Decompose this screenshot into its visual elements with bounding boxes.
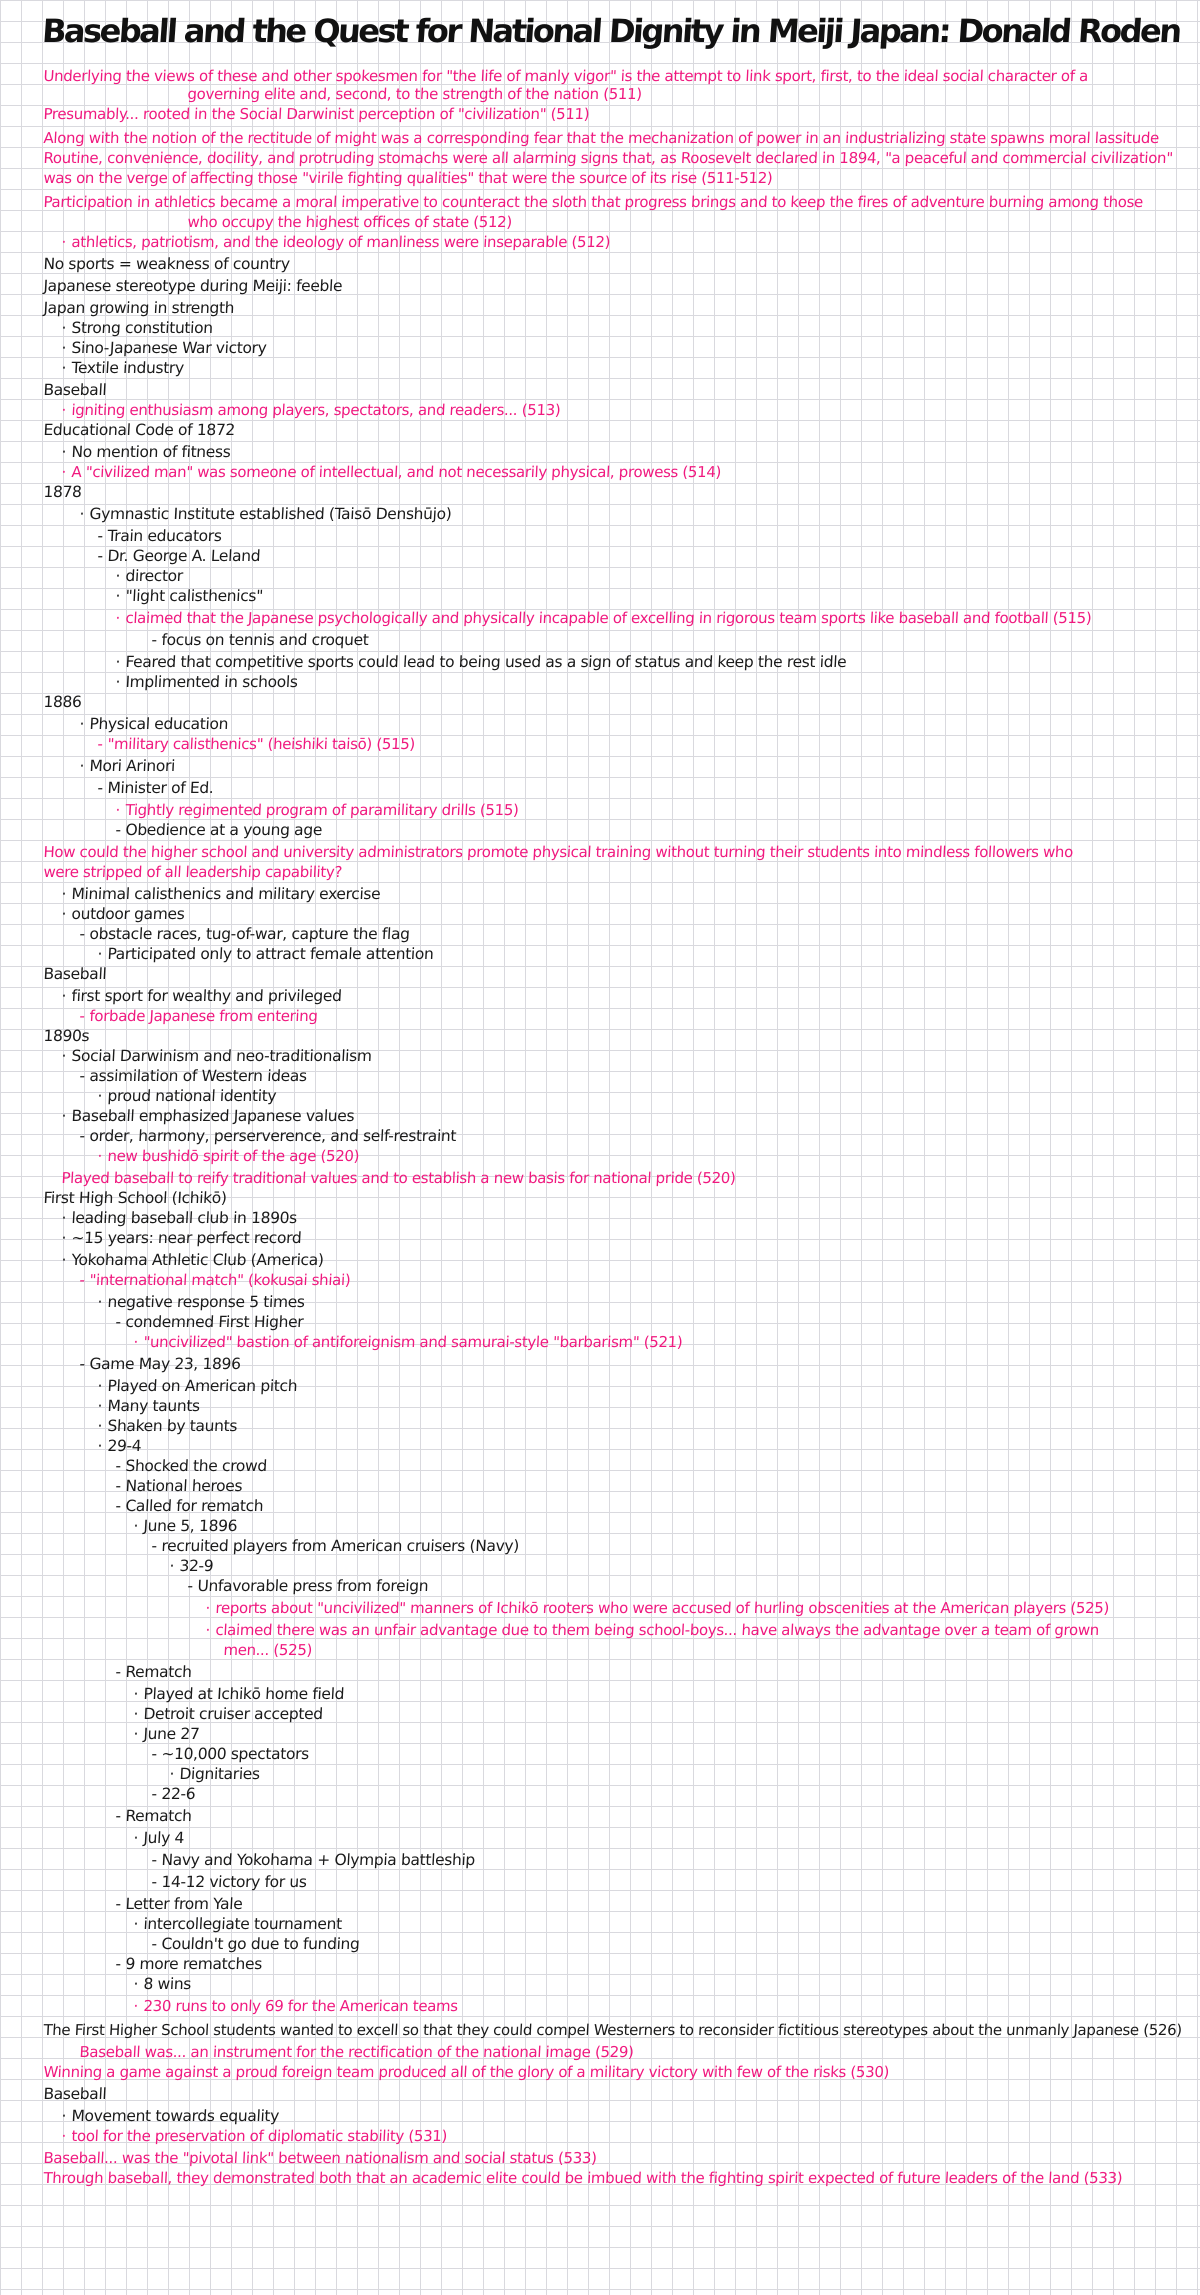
- line-text: Unfavorable press from foreign: [197, 1577, 429, 1595]
- bullet-marker: ·: [61, 319, 67, 337]
- line-text: forbade Japanese from entering: [89, 1007, 319, 1025]
- note-line: [43, 2084, 107, 2104]
- line-text: Baseball was... an instrument for the rectification of the national image (529): [79, 2043, 635, 2061]
- dash-marker: -: [151, 1851, 158, 1869]
- line-text: "light calisthenics": [125, 587, 264, 605]
- quote-line: [43, 2168, 1123, 2188]
- quote-line: [223, 1640, 313, 1660]
- quote-line: [133, 1996, 458, 2016]
- dash-marker: -: [79, 1007, 86, 1025]
- bullet-marker: ·: [97, 1087, 103, 1105]
- dash-marker: -: [151, 631, 158, 649]
- line-text: Participation in athletics became a moral imperative to counteract the sloth that progress brings and to keep the fires of adventure burning among those: [43, 193, 1144, 211]
- dash-marker: -: [115, 1955, 122, 1973]
- line-text: July 4: [143, 1829, 185, 1847]
- dash-marker: -: [151, 1537, 158, 1555]
- note-line: [97, 778, 214, 798]
- line-text: Letter from Yale: [125, 1895, 243, 1913]
- quote-line: [187, 84, 642, 104]
- quote-line: [43, 148, 1173, 168]
- line-text: reports about "uncivilized" manners of Ichikō rooters who were accused of hurling obscenities at the American players (525): [215, 1599, 1110, 1617]
- note-line: [115, 1456, 267, 1476]
- line-text: Dr. George A. Leland: [107, 547, 261, 565]
- quote-line: [79, 1270, 351, 1290]
- note-line: [79, 504, 452, 524]
- line-text: ~15 years: near perfect record: [71, 1229, 302, 1247]
- line-text: Baseball emphasized Japanese values: [71, 1107, 355, 1125]
- line-text: Dignitaries: [179, 1765, 261, 1783]
- bullet-marker: ·: [61, 1107, 67, 1125]
- note-line: [43, 380, 107, 400]
- note-line: [115, 1894, 243, 1914]
- note-line: [79, 1126, 457, 1146]
- bullet-marker: ·: [133, 1725, 139, 1743]
- bullet-marker: ·: [61, 1229, 67, 1247]
- line-text: igniting enthusiasm among players, spectators, and readers... (513): [71, 401, 561, 419]
- note-line: [61, 1208, 297, 1228]
- line-text: Through baseball, they demonstrated both that an academic elite could be imbued with the fighting spirit expected of future leaders of the land (533): [43, 2169, 1123, 2187]
- line-text: First High School (Ichikō): [43, 1189, 228, 1207]
- note-line: [79, 714, 229, 734]
- quote-line: [97, 734, 416, 754]
- line-text: Educational Code of 1872: [43, 421, 236, 439]
- note-line: [61, 358, 184, 378]
- note-line: [133, 1704, 323, 1724]
- note-line: [79, 1066, 307, 1086]
- line-text: Baseball: [43, 2085, 107, 2103]
- line-text: June 27: [143, 1725, 200, 1743]
- line-text: Game May 23, 1896: [89, 1355, 242, 1373]
- bullet-marker: ·: [133, 1915, 139, 1933]
- line-text: leading baseball club in 1890s: [71, 1209, 298, 1227]
- note-line: [97, 944, 434, 964]
- line-text: Played baseball to reify traditional values and to establish a new basis for national pride (520): [61, 1169, 736, 1187]
- dash-marker: -: [115, 1663, 122, 1681]
- note-line: [133, 1914, 342, 1934]
- note-line: [43, 276, 343, 296]
- line-text: Underlying the views of these and other spokesmen for "the life of manly vigor" is the attempt to link sport, first, to the ideal social character of a: [43, 67, 1089, 85]
- note-line: [133, 1974, 192, 1994]
- quote-line: [133, 1332, 683, 1352]
- line-text: "international match" (kokusai shiai): [89, 1271, 351, 1289]
- note-line: [61, 442, 231, 462]
- dash-marker: -: [97, 779, 104, 797]
- note-line: [61, 1228, 302, 1248]
- bullet-marker: ·: [61, 2127, 67, 2145]
- bullet-marker: ·: [61, 2107, 67, 2125]
- line-text: Textile industry: [71, 359, 185, 377]
- note-line: [115, 1496, 264, 1516]
- note-line: [151, 1872, 307, 1892]
- dash-marker: -: [151, 1785, 158, 1803]
- bullet-marker: ·: [79, 505, 85, 523]
- line-text: Minister of Ed.: [107, 779, 214, 797]
- line-text: Sino-Japanese War victory: [71, 339, 267, 357]
- line-text: Shaken by taunts: [107, 1417, 238, 1435]
- line-text: Rematch: [125, 1807, 193, 1825]
- line-text: Played on American pitch: [107, 1377, 298, 1395]
- line-text: No sports = weakness of country: [43, 255, 291, 273]
- note-line: [61, 2106, 280, 2126]
- bullet-marker: ·: [115, 567, 121, 585]
- dash-marker: -: [115, 1497, 122, 1515]
- note-line: [187, 1576, 429, 1596]
- line-text: ~10,000 spectators: [161, 1745, 310, 1763]
- dash-marker: -: [79, 925, 86, 943]
- bullet-marker: ·: [79, 715, 85, 733]
- quote-line: [61, 462, 722, 482]
- line-text: June 5, 1896: [143, 1517, 238, 1535]
- note-line: [97, 1416, 238, 1436]
- dash-marker: -: [151, 1935, 158, 1953]
- note-line: [61, 904, 185, 924]
- line-text: Couldn't go due to funding: [161, 1935, 360, 1953]
- quote-line: [187, 212, 512, 232]
- dash-marker: -: [115, 1457, 122, 1475]
- line-text: Gymnastic Institute established (Taisō Denshūjo): [89, 505, 452, 523]
- bullet-marker: ·: [133, 1829, 139, 1847]
- line-text: Baseball... was the "pivotal link" between nationalism and social status (533): [43, 2149, 598, 2167]
- line-text: outdoor games: [71, 905, 185, 923]
- line-text: 1890s: [43, 1027, 90, 1045]
- line-text: men... (525): [223, 1641, 313, 1659]
- line-text: focus on tennis and croquet: [161, 631, 369, 649]
- note-line: [61, 1046, 372, 1066]
- line-text: Baseball: [43, 381, 107, 399]
- dash-marker: -: [97, 527, 104, 545]
- line-text: Movement towards equality: [71, 2107, 280, 2125]
- line-text: No mention of fitness: [71, 443, 231, 461]
- line-text: 1878: [43, 483, 82, 501]
- quote-line: [43, 66, 1089, 86]
- bullet-marker: ·: [205, 1599, 211, 1617]
- bullet-marker: ·: [97, 1377, 103, 1395]
- note-line: [151, 630, 369, 650]
- line-text: Obedience at a young age: [125, 821, 323, 839]
- note-line: [43, 1188, 227, 1208]
- note-line: [43, 2020, 1182, 2040]
- line-text: Physical education: [89, 715, 229, 733]
- dash-marker: -: [115, 1477, 122, 1495]
- line-text: Participated only to attract female attention: [107, 945, 434, 963]
- bullet-marker: ·: [115, 673, 121, 691]
- line-text: Tightly regimented program of paramilitary drills (515): [125, 801, 519, 819]
- note-line: [43, 1026, 90, 1046]
- bullet-marker: ·: [97, 1437, 103, 1455]
- line-text: athletics, patriotism, and the ideology of manliness were inseparable (512): [71, 233, 611, 251]
- dash-marker: -: [97, 547, 104, 565]
- dash-marker: -: [115, 1313, 122, 1331]
- bullet-marker: ·: [61, 1047, 67, 1065]
- line-text: Minimal calisthenics and military exercise: [71, 885, 381, 903]
- note-line: [151, 1934, 360, 1954]
- bullet-marker: ·: [61, 1209, 67, 1227]
- page-title: Baseball and the Quest for National Dignity in Meiji Japan: Donald Roden: [40, 12, 1181, 50]
- note-line: [133, 1516, 238, 1536]
- bullet-marker: ·: [61, 339, 67, 357]
- line-text: "uncivilized" bastion of antiforeignism and samurai-style "barbarism" (521): [143, 1333, 683, 1351]
- dash-marker: -: [79, 1067, 86, 1085]
- quote-line: [61, 2126, 448, 2146]
- bullet-marker: ·: [169, 1557, 175, 1575]
- bullet-marker: ·: [133, 1975, 139, 1993]
- line-text: Strong constitution: [71, 319, 214, 337]
- line-text: Yokohama Athletic Club (America): [71, 1251, 325, 1269]
- bullet-marker: ·: [115, 653, 121, 671]
- bullet-marker: ·: [133, 1685, 139, 1703]
- note-line: [169, 1764, 260, 1784]
- quote-line: [61, 1168, 736, 1188]
- line-text: Japanese stereotype during Meiji: feeble: [43, 277, 343, 295]
- line-text: 14-12 victory for us: [161, 1873, 308, 1891]
- dash-marker: -: [115, 1807, 122, 1825]
- note-line: [43, 692, 82, 712]
- line-text: director: [125, 567, 184, 585]
- line-text: Rematch: [125, 1663, 193, 1681]
- line-text: obstacle races, tug-of-war, capture the flag: [89, 925, 411, 943]
- line-text: 32-9: [179, 1557, 214, 1575]
- note-line: [97, 1376, 298, 1396]
- line-text: claimed that the Japanese psychologically and physically incapable of excelling in rigorous team sports like baseball and football (515): [125, 609, 1092, 627]
- bullet-marker: ·: [97, 1293, 103, 1311]
- dash-marker: -: [79, 1127, 86, 1145]
- dash-marker: -: [151, 1873, 158, 1891]
- line-text: Detroit cruiser accepted: [143, 1705, 324, 1723]
- quote-line: [43, 104, 590, 124]
- line-text: Baseball: [43, 965, 107, 983]
- bullet-marker: ·: [133, 1997, 139, 2015]
- note-line: [151, 1784, 196, 1804]
- line-text: were stripped of all leadership capability?: [43, 863, 343, 881]
- note-line: [115, 672, 298, 692]
- bullet-marker: ·: [61, 987, 67, 1005]
- bullet-marker: ·: [97, 1397, 103, 1415]
- bullet-marker: ·: [61, 1251, 67, 1269]
- line-text: first sport for wealthy and privileged: [71, 987, 343, 1005]
- dash-marker: -: [97, 735, 104, 753]
- note-line: [115, 1662, 192, 1682]
- line-text: tool for the preservation of diplomatic stability (531): [71, 2127, 448, 2145]
- line-text: Called for rematch: [125, 1497, 264, 1515]
- note-line: [97, 1396, 200, 1416]
- note-line: [115, 566, 183, 586]
- note-line: [133, 1828, 185, 1848]
- note-line: [79, 1354, 241, 1374]
- bullet-marker: ·: [97, 1147, 103, 1165]
- bullet-marker: ·: [61, 233, 67, 251]
- line-text: 1886: [43, 693, 82, 711]
- bullet-marker: ·: [205, 1621, 211, 1639]
- quote-line: [97, 1146, 360, 1166]
- note-line: [61, 884, 381, 904]
- quote-line: [43, 192, 1144, 212]
- bullet-marker: ·: [115, 801, 121, 819]
- note-line: [43, 298, 235, 318]
- line-text: Along with the notion of the rectitude of might was a corresponding fear that the mechanization of power in an industrializing state spawns moral lassitude: [43, 129, 1160, 147]
- quote-line: [61, 400, 561, 420]
- line-text: new bushidō spirit of the age (520): [107, 1147, 360, 1165]
- line-text: Feared that competitive sports could lead to being used as a sign of status and keep the rest idle: [125, 653, 847, 671]
- line-text: order, harmony, perserverence, and self-restraint: [89, 1127, 457, 1145]
- note-line: [133, 1724, 200, 1744]
- line-text: was on the verge of affecting those "virile fighting qualities" that were the source of its rise (511-512): [43, 169, 773, 187]
- line-text: 22-6: [161, 1785, 196, 1803]
- line-text: Winning a game against a proud foreign team produced all of the glory of a military victory with few of the risks (530): [43, 2063, 890, 2081]
- quote-line: [43, 2148, 597, 2168]
- line-text: 8 wins: [143, 1975, 192, 1993]
- line-text: Presumably... rooted in the Social Darwinist perception of "civilization" (511): [43, 105, 590, 123]
- line-text: governing elite and, second, to the strength of the nation (511): [187, 85, 643, 103]
- line-text: "military calisthenics" (heishiki taisō) (515): [107, 735, 416, 753]
- line-text: Played at Ichikō home field: [143, 1685, 345, 1703]
- line-text: 9 more rematches: [125, 1955, 263, 1973]
- line-text: Social Darwinism and neo-traditionalism: [71, 1047, 373, 1065]
- line-text: 230 runs to only 69 for the American teams: [143, 1997, 459, 2015]
- line-text: Implimented in schools: [125, 673, 299, 691]
- note-line: [169, 1556, 214, 1576]
- line-text: 29-4: [107, 1437, 142, 1455]
- line-text: Mori Arinori: [89, 757, 176, 775]
- note-line: [115, 1476, 243, 1496]
- bullet-marker: ·: [133, 1517, 139, 1535]
- note-line: [151, 1536, 520, 1556]
- note-line: [79, 756, 176, 776]
- line-text: negative response 5 times: [107, 1293, 306, 1311]
- quote-line: [43, 862, 343, 882]
- quote-line: [115, 800, 519, 820]
- note-line: [97, 546, 261, 566]
- note-line: [61, 1250, 324, 1270]
- note-line: [115, 586, 263, 606]
- line-text: How could the higher school and university administrators promote physical training without turning their students into mindless followers who: [43, 843, 1074, 861]
- note-line: [115, 1954, 263, 1974]
- bullet-marker: ·: [97, 1417, 103, 1435]
- quote-line: [43, 128, 1160, 148]
- note-line: [79, 924, 410, 944]
- line-text: National heroes: [125, 1477, 243, 1495]
- line-text: intercollegiate tournament: [143, 1915, 343, 1933]
- note-line: [43, 420, 235, 440]
- quote-line: [115, 608, 1092, 628]
- quote-line: [79, 1006, 318, 1026]
- note-line: [43, 482, 82, 502]
- bullet-marker: ·: [97, 945, 103, 963]
- line-text: Japan growing in strength: [43, 299, 235, 317]
- line-text: who occupy the highest offices of state (512): [187, 213, 513, 231]
- line-text: condemned First Higher: [125, 1313, 304, 1331]
- note-line: [61, 338, 267, 358]
- bullet-marker: ·: [133, 1333, 139, 1351]
- dash-marker: -: [79, 1355, 86, 1373]
- note-line: [115, 652, 847, 672]
- quote-line: [205, 1598, 1110, 1618]
- note-line: [151, 1744, 309, 1764]
- quote-line: [43, 842, 1074, 862]
- note-line: [97, 1436, 142, 1456]
- dash-marker: -: [79, 1271, 86, 1289]
- bullet-marker: ·: [61, 401, 67, 419]
- line-text: claimed there was an unfair advantage due to them being school-boys... have always the advantage over a team of grown: [215, 1621, 1100, 1639]
- dash-marker: -: [115, 1895, 122, 1913]
- line-text: Shocked the crowd: [125, 1457, 268, 1475]
- dash-marker: -: [115, 821, 122, 839]
- line-text: Train educators: [107, 527, 223, 545]
- quote-line: [61, 232, 611, 252]
- note-line: [133, 1684, 345, 1704]
- bullet-marker: ·: [115, 587, 121, 605]
- line-text: Many taunts: [107, 1397, 201, 1415]
- dash-marker: -: [187, 1577, 194, 1595]
- note-line: [43, 254, 290, 274]
- note-line: [97, 526, 222, 546]
- line-text: proud national identity: [107, 1087, 277, 1105]
- bullet-marker: ·: [61, 905, 67, 923]
- note-line: [61, 1106, 355, 1126]
- bullet-marker: ·: [133, 1705, 139, 1723]
- quote-line: [43, 2062, 890, 2082]
- bullet-marker: ·: [115, 609, 121, 627]
- bullet-marker: ·: [79, 757, 85, 775]
- line-text: recruited players from American cruisers (Navy): [161, 1537, 520, 1555]
- quote-line: [79, 2042, 634, 2062]
- bullet-marker: ·: [61, 443, 67, 461]
- bullet-marker: ·: [61, 885, 67, 903]
- bullet-marker: ·: [61, 463, 67, 481]
- quote-line: [43, 168, 773, 188]
- line-text: Routine, convenience, docility, and protruding stomachs were all alarming signs that, as Roosevelt declared in 1894, "a peaceful and commercial civilization": [43, 149, 1174, 167]
- line-text: A "civilized man" was someone of intellectual, and not necessarily physical, prowess (514): [71, 463, 722, 481]
- note-line: [61, 986, 342, 1006]
- note-line: [97, 1292, 305, 1312]
- note-line: [115, 1806, 192, 1826]
- note-line: [43, 964, 107, 984]
- dash-marker: -: [151, 1745, 158, 1763]
- note-line: [151, 1850, 476, 1870]
- note-line: [61, 318, 213, 338]
- line-text: Navy and Yokohama + Olympia battleship: [161, 1851, 476, 1869]
- bullet-marker: ·: [169, 1765, 175, 1783]
- note-line: [115, 820, 323, 840]
- line-text: The First Higher School students wanted to excell so that they could compel Westerners to reconsider fictitious stereotypes about the unmanly Japanese (526): [43, 2021, 1183, 2039]
- bullet-marker: ·: [61, 359, 67, 377]
- note-line: [97, 1086, 277, 1106]
- note-line: [115, 1312, 304, 1332]
- quote-line: [205, 1620, 1099, 1640]
- line-text: assimilation of Western ideas: [89, 1067, 308, 1085]
